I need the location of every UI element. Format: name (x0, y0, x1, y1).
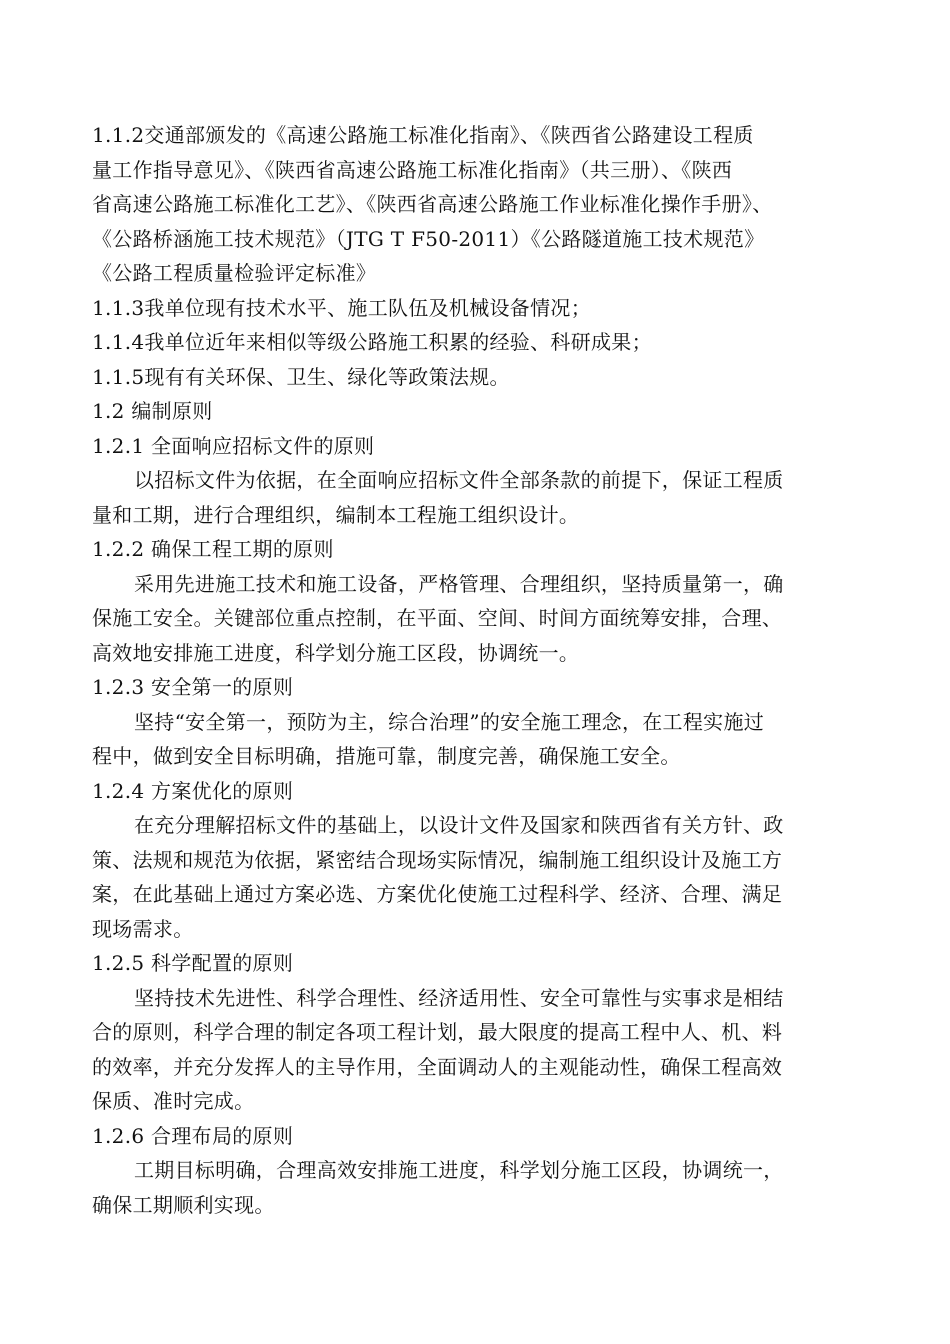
paragraph-first-line: 采用先进施工技术和施工设备，严格管理、合理组织，坚持质量第一，确 (134, 571, 784, 596)
paragraph-first-line: 在充分理解招标文件的基础上，以设计文件及国家和陕西省有关方针、政 (134, 813, 784, 837)
text-line: 高效地安排施工进度，科学划分施工区段，协调统一。 (92, 640, 580, 665)
paragraph-first-line: 坚持“安全第一，预防为主，综合治理”的安全施工理念，在工程实施过 (134, 709, 765, 734)
text-line: 确保工期顺利实现。 (92, 1192, 275, 1217)
document-body (92, 118, 868, 1222)
paragraph-first-line: 坚持技术先进性、科学合理性、经济适用性、安全可靠性与实事求是相结 (134, 985, 784, 1010)
text-line: 策、法规和规范为依据，紧密结合现场实际情况，编制施工组织设计及施工方 (92, 847, 783, 872)
text-line: 量工作指导意见》、《陕西省高速公路施工标准化指南》（共三册）、《陕西 (92, 157, 733, 182)
text-line: 1.1.4我单位近年来相似等级公路施工积累的经验、科研成果； (92, 330, 652, 354)
text-line: 保施工安全。关键部位重点控制，在平面、空间、时间方面统筹安排，合理、 (92, 606, 783, 630)
text-line: 量和工期，进行合理组织，编制本工程施工组织设计。 (92, 502, 580, 527)
text-line: 程中，做到安全目标明确，措施可靠，制度完善，确保施工安全。 (92, 744, 681, 768)
text-line: 1.2.4 方案优化的原则 (92, 778, 294, 803)
paragraph-first-line: 工期目标明确，合理高效安排施工进度，科学划分施工区段，协调统一， (134, 1158, 784, 1182)
text-line: 1.2.1 全面响应招标文件的原则 (92, 433, 375, 458)
text-line: 现场需求。 (92, 916, 194, 941)
text-line: 1.2.2 确保工程工期的原则 (92, 537, 334, 561)
text-line: 保质、准时完成。 (92, 1089, 255, 1113)
text-line: 《公路桥涵施工技术规范》（JTG T F50-2011）《公路隧道施工技术规范》 (92, 226, 765, 251)
text-line: 合的原则，科学合理的制定各项工程计划，最大限度的提高工程中人、机、料 (92, 1020, 783, 1044)
text-line: 1.1.3我单位现有技术水平、施工队伍及机械设备情况； (92, 295, 591, 320)
paragraph-first-line: 以招标文件为依据，在全面响应招标文件全部条款的前提下，保证工程质 (134, 468, 784, 492)
text-line: 1.1.5现有有关环保、卫生、绿化等政策法规。 (92, 364, 510, 389)
text-line: 省高速公路施工标准化工艺》、《陕西省高速公路施工作业标准化操作手册》、 (92, 192, 773, 216)
text-line: 1.2.3 安全第一的原则 (92, 675, 294, 699)
text-line: 1.2.5 科学配置的原则 (92, 951, 294, 975)
text-line: 《公路工程质量检验评定标准》 (92, 261, 377, 285)
text-line: 案，在此基础上通过方案必选、方案优化使施工过程科学、经济、合理、满足 (92, 882, 783, 906)
text-line: 的效率，并充分发挥人的主导作用，全面调动人的主观能动性，确保工程高效 (92, 1054, 783, 1079)
text-line: 1.1.2交通部颁发的《高速公路施工标准化指南》、《陕西省公路建设工程质 (92, 123, 754, 147)
text-line: 1.2 编制原则 (92, 399, 213, 423)
text-line: 1.2.6 合理布局的原则 (92, 1123, 294, 1148)
